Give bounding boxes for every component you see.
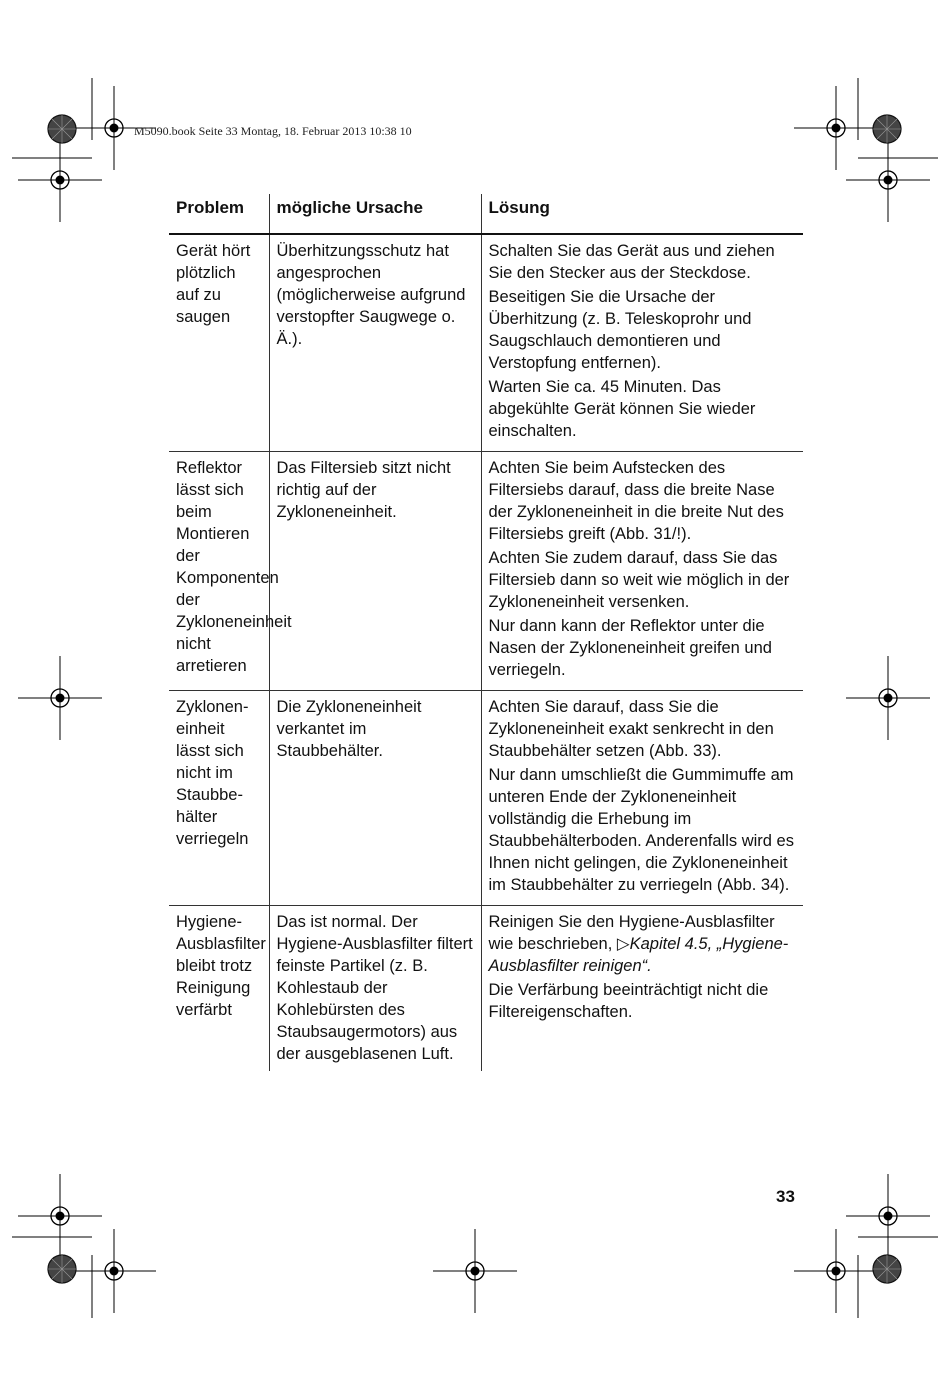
table-header-row — [169, 194, 803, 234]
registration-cross-icon — [794, 86, 878, 170]
solution-paragraph: Nur dann umschließt die Gummimuffe am unteren Ende der Zykloneneinheit vollständig die Erhebung im Staubbehälterboden. Anderenfalls wird es Ihnen nicht gelingen, die Zykloneneinheit im Staubbehälter zu verriegeln (Abb. 34). — [488, 766, 794, 894]
chapter-cross-reference: Kapitel 4.5, „Hygiene-Ausblasfilter reinigen“. — [488, 935, 789, 975]
column-header-solution: Lösung — [481, 194, 803, 234]
table-row — [169, 234, 803, 452]
color-wheel-icon — [48, 1255, 76, 1283]
registration-cross-icon — [18, 1174, 102, 1258]
book-header-line: M5090.book Seite 33 Montag, 18. Februar 2013 10:38 10 — [134, 124, 412, 138]
cause-cell: Überhitzungsschutz hat angesprochen (möglicherweise aufgrund verstopfter Saugwege o. Ä.). — [269, 234, 481, 452]
problem-cell: Gerät hört plötzlich auf zu saugen — [169, 234, 269, 452]
table-row — [169, 691, 803, 906]
solution-paragraph: Achten Sie darauf, dass Sie die Zykloneneinheit exakt senkrecht in den Staubbehälter setzen (Abb. 33). — [488, 698, 774, 760]
solution-cell — [481, 691, 803, 906]
page-number: 33 — [776, 1187, 795, 1206]
troubleshooting-table — [169, 194, 803, 1071]
registration-cross-icon — [18, 138, 102, 222]
registration-cross-icon — [72, 1229, 156, 1313]
solution-cell — [481, 906, 803, 1072]
problem-cell: Zykloneneinheit lässt sich nicht im Staubbehälter verriegeln — [169, 691, 269, 906]
registration-cross-icon — [846, 138, 930, 222]
color-wheel-icon — [873, 1255, 901, 1283]
solution-paragraph: Warten Sie ca. 45 Minuten. Das abgekühlte Gerät können Sie wieder einschalten. — [488, 378, 756, 440]
solution-paragraph: Schalten Sie das Gerät aus und ziehen Sie den Stecker aus der Steckdose. — [488, 242, 775, 282]
column-header-cause: mögliche Ursache — [269, 194, 481, 234]
table-row — [169, 452, 803, 691]
solution-lead-text: Reinigen Sie den Hygiene-Ausblasfilter wie beschrieben, — [488, 913, 775, 953]
registration-cross-icon — [433, 1229, 517, 1313]
solution-paragraph: Beseitigen Sie die Ursache der Überhitzung (z. B. Teleskoprohr und Saugschlauch demontieren und Verstopfung entfernen). — [488, 288, 752, 372]
color-wheel-icon — [873, 115, 901, 143]
solution-paragraph: Nur dann kann der Reflektor unter die Nasen der Zykloneneinheit greifen und verriegeln. — [488, 617, 772, 679]
color-wheel-icon — [48, 115, 76, 143]
solution-cell — [481, 452, 803, 691]
solution-paragraph — [489, 911, 797, 977]
solution-paragraph: Die Verfärbung beeinträchtigt nicht die Filtereigenschaften. — [488, 981, 769, 1021]
registration-cross-icon — [794, 1229, 878, 1313]
cause-cell: Das Filtersieb sitzt nicht richtig auf der Zykloneneinheit. — [269, 452, 481, 691]
cause-cell: Das ist normal. Der Hygiene-Ausblasfilter filtert feinste Partikel (z. B. Kohlestaub der Kohlebürsten des Staubsaugermotors) aus der ausgeblasenen Luft. — [269, 906, 481, 1072]
problem-cell: Hygiene-Ausblasfilter bleibt trotz Reinigung verfärbt — [176, 913, 266, 1019]
registration-cross-icon — [846, 1174, 930, 1258]
column-header-problem: Problem — [169, 194, 269, 234]
table-row — [169, 906, 803, 1072]
solution-cell — [481, 234, 803, 452]
cross-reference-arrow-icon: ▷ — [616, 935, 630, 953]
solution-paragraph: Achten Sie zudem darauf, dass Sie das Filtersieb dann so weit wie möglich in der Zykloneneinheit versenken. — [488, 549, 790, 611]
problem-cell: Reflektor lässt sich beim Montieren der Komponenten der Zykloneneinheit nicht arretieren — [169, 452, 269, 691]
registration-cross-icon — [846, 656, 930, 740]
solution-paragraph: Achten Sie beim Aufstecken des Filtersiebs darauf, dass die breite Nase der Zykloneneinheit in die breite Nut des Filtersiebs greift (Abb. 31/!). — [488, 459, 784, 543]
cause-cell: Die Zykloneneinheit verkantet im Staubbehälter. — [269, 691, 481, 906]
registration-cross-icon — [18, 656, 102, 740]
